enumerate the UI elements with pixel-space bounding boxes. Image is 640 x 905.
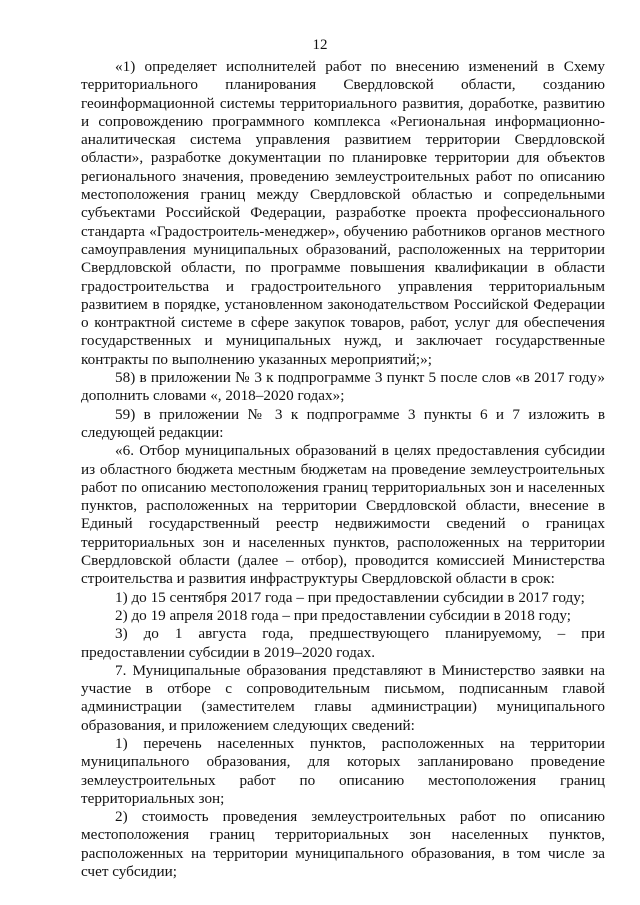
page-number: 12 <box>312 37 328 53</box>
paragraph-58: 58) в приложении № 3 к подпрограмме 3 пункт 5 после слов «в 2017 году» дополнить словами «, 2018–2020 годах»; <box>81 369 605 405</box>
paragraph-deadline-3: 3) до 1 августа года, предшествующего планируемому, – при предоставлении субсидии в 2019–2020 годах. <box>81 625 605 661</box>
paragraph-deadline-2: 2) до 19 апреля 2018 года – при предоставлении субсидии в 2018 году; <box>115 606 571 624</box>
paragraph-item1-executors: «1) определяет исполнителей работ по внесению изменений в Схему территориального планирования Свердловской области, созданию геоинформационной системы территориального развития, доработке, развитию и сопровождению программного комплекса «Региональная информационно-аналитическая система управления развитием территории Свердловской области», разработке документации по планировке территории для объектов регионального значения, проведению землеустроительных работ по описанию местоположения границ между Свердловской областью и сопредельными субъектами Российской Федерации, разработке проекта профессионального стандарта «Градостроитель-менеджер», обучению работников органов местного самоуправления муниципальных образований, расположенных на территории Свердловской области, по программе повышения квалификации в области градостроительства и градостроительного управления территориальным развитием в порядке, установленном законодательством Российской Федерации о контрактной системе в сфере закупок товаров, работ, услуг для обеспечения государственных и муниципальных нужд, и заключает государственные контракты по выполнению указанных мероприятий;»; <box>81 58 605 368</box>
paragraph-7-applications: 7. Муниципальные образования представляют в Министерство заявки на участие в отборе с сопроводительным письмом, подписанным главой администрации (заместителем главы администрации) муниципального образования, и приложением следующих сведений: <box>81 661 605 734</box>
document-body <box>81 58 605 881</box>
paragraph-deadline-1: 1) до 15 сентября 2017 года – при предоставлении субсидии в 2017 году; <box>115 588 585 606</box>
paragraph-list-item-2: 2) стоимость проведения землеустроительных работ по описанию местоположения границ территориальных зон населенных пунктов, расположенных на территории муниципального образования, в том числе за счет субсидии; <box>81 808 605 881</box>
paragraph-list-item-1: 1) перечень населенных пунктов, расположенных на территории муниципального образования, для которых запланировано проведение землеустроительных работ по описанию местоположения границ территориальных зон; <box>81 734 605 807</box>
paragraph-59: 59) в приложении № 3 к подпрограмме 3 пункты 6 и 7 изложить в следующей редакции: <box>81 405 605 441</box>
paragraph-6-selection: «6. Отбор муниципальных образований в целях предоставления субсидии из областного бюджета местным бюджетам на проведение землеустроительных работ по описанию местоположения границ территориальных зон и населенных пунктов, расположенных на территории Свердловской области, внесение в Единый государственный реестр недвижимости сведений о границах территориальных зон и населенных пунктов, расположенных на территории Свердловской области (далее – отбор), проводится комиссией Министерства строительства и развития инфраструктуры Свердловской области в срок: <box>81 442 605 588</box>
